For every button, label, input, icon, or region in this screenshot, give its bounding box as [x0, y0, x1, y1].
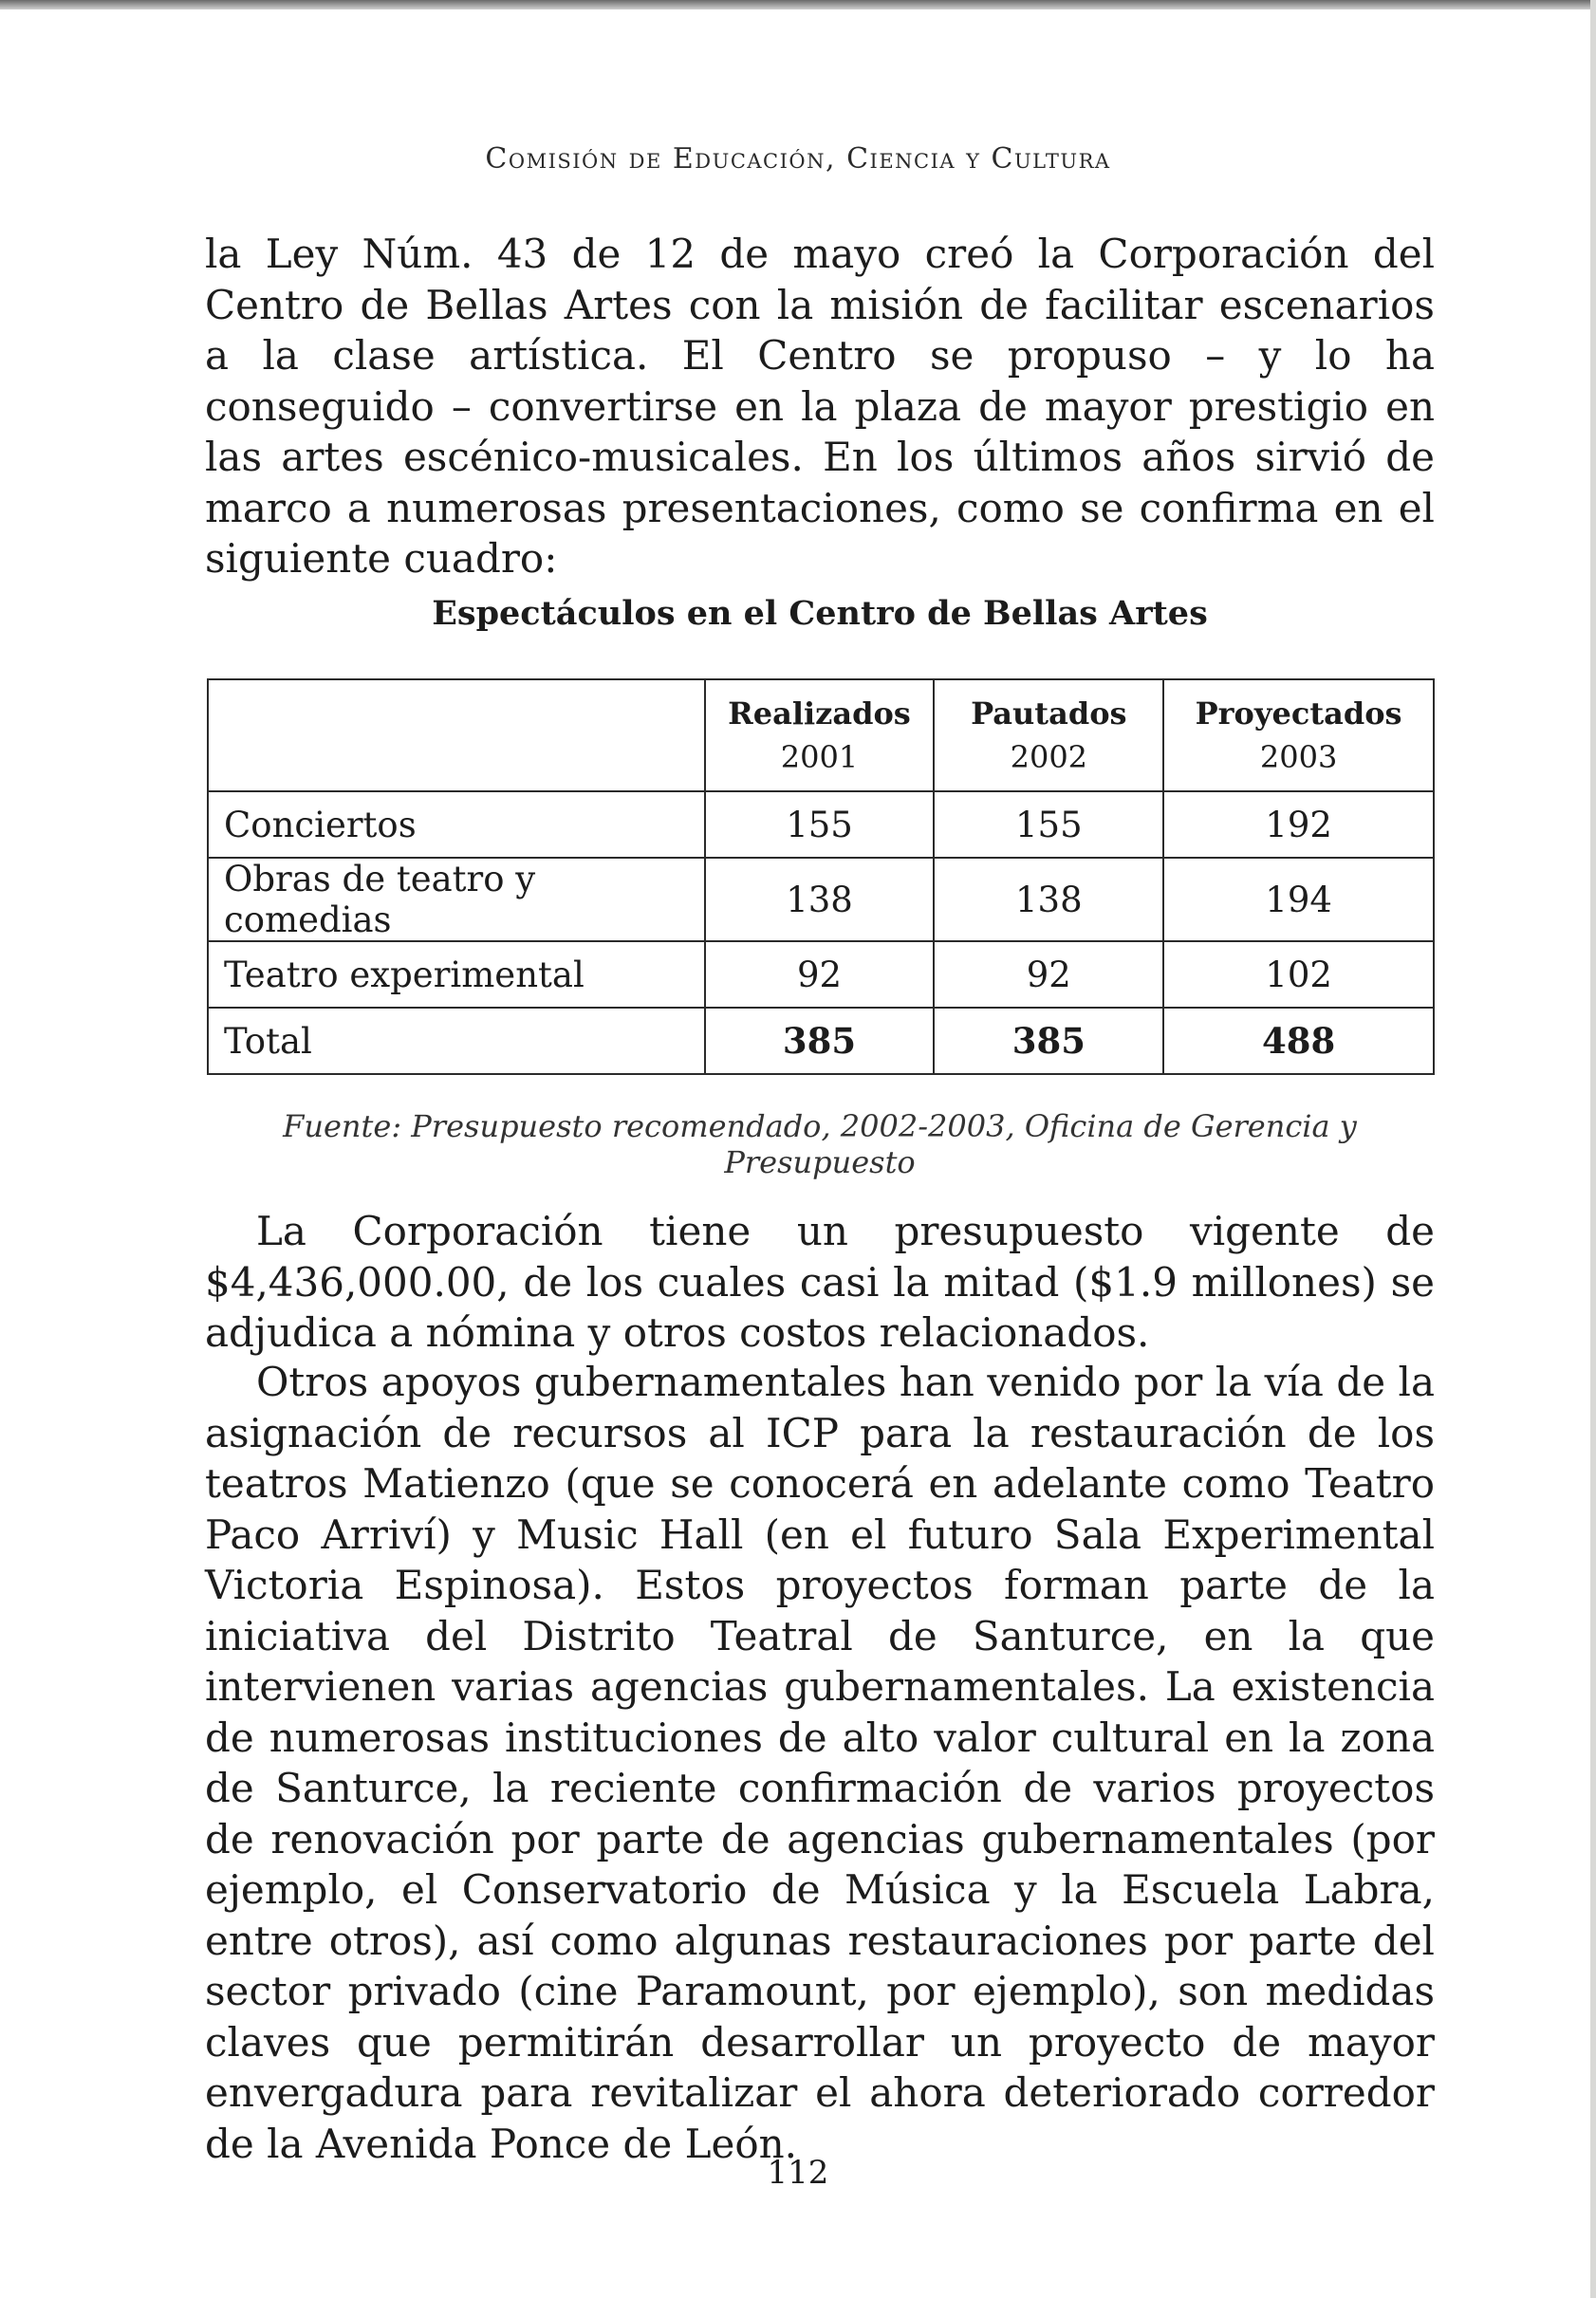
- budget-paragraph: La Corporación tiene un presupuesto vigente de $4,436,000.00, de los cuales casi la mitad ($1.9 millones) se adjudica a nómina y otros costos relacionados.: [205, 1208, 1435, 1356]
- table-source-note: Fuente: Presupuesto recomendado, 2002-2003, Oficina de Gerencia y Presupuesto: [283, 1108, 1357, 1180]
- column-label: Realizados: [728, 695, 911, 732]
- column-year: 2002: [1010, 739, 1088, 775]
- table-cell: 385: [705, 1008, 935, 1074]
- column-header-proyectados: [1163, 679, 1434, 791]
- row-label: Teatro experimental: [208, 941, 705, 1008]
- shows-table: [207, 678, 1435, 1075]
- table-cell: 488: [1163, 1008, 1434, 1074]
- table-corner-cell: [208, 679, 705, 791]
- table-cell: 138: [934, 858, 1163, 941]
- column-year: 2001: [780, 739, 859, 775]
- table-cell: 192: [1163, 791, 1434, 858]
- table-cell: 194: [1163, 858, 1434, 941]
- page-number: 112: [767, 2154, 829, 2192]
- table-cell: 385: [934, 1008, 1163, 1074]
- column-year: 2003: [1259, 739, 1338, 775]
- support-paragraph: Otros apoyos gubernamentales han venido por la vía de la asignación de recursos al ICP para la restauración de los teatros Matienzo (que se conocerá en adelante como Teatro Paco Arriví) y Music Hall (en el futuro Sala Experimental Victoria Espinosa). Estos proyectos forman parte de la iniciativa del Distrito Teatral de Santurce, en la que intervienen varias agencias gubernamentales. La existencia de numerosas instituciones de alto valor cultural en la zona de Santurce, la reciente confirmación de varios proyectos de renovación por parte de agencias gubernamentales (por ejemplo, el Conservatorio de Música y la Escuela Labra, entre otros), así como algunas restauraciones por parte del sector privado (cine Paramount, por ejemplo), son medidas claves que permitirán desarrollar un proyecto de mayor envergadura para revitalizar el ahora deteriorado corredor de la Avenida Ponce de León.: [205, 1359, 1435, 2167]
- table-cell: 92: [934, 941, 1163, 1008]
- table-cell: 102: [1163, 941, 1434, 1008]
- table-row: [208, 941, 1434, 1008]
- table-cell: 155: [934, 791, 1163, 858]
- column-header-pautados: [934, 679, 1163, 791]
- table-cell: 92: [705, 941, 935, 1008]
- table-header-row: [208, 679, 1434, 791]
- table-row: [208, 791, 1434, 858]
- table-cell: 138: [705, 858, 935, 941]
- column-label: Proyectados: [1195, 695, 1402, 732]
- intro-paragraph: la Ley Núm. 43 de 12 de mayo creó la Corporación del Centro de Bellas Artes con la misión de facilitar escenarios a la clase artística. El Centro se propuso – y lo ha conseguido – convertirse en la plaza de mayor prestigio en las artes escénico-musicales. En los últimos años sirvió de marco a numerosas presentaciones, como se confirma en el siguiente cuadro:: [205, 231, 1435, 582]
- table-cell: 155: [705, 791, 935, 858]
- running-header: Comisión de Educación, Ciencia y Cultura: [485, 142, 1111, 176]
- column-header-realizados: [705, 679, 935, 791]
- row-label: Total: [208, 1008, 705, 1074]
- table-row: [208, 858, 1434, 941]
- page-right-edge: [1590, 0, 1596, 2298]
- table-total-row: [208, 1008, 1434, 1074]
- row-label: Obras de teatro y comedias: [208, 858, 705, 941]
- row-label: Conciertos: [208, 791, 705, 858]
- page-top-edge: [0, 0, 1596, 9]
- column-label: Pautados: [971, 695, 1127, 732]
- table-title: Espectáculos en el Centro de Bellas Artes: [432, 594, 1208, 633]
